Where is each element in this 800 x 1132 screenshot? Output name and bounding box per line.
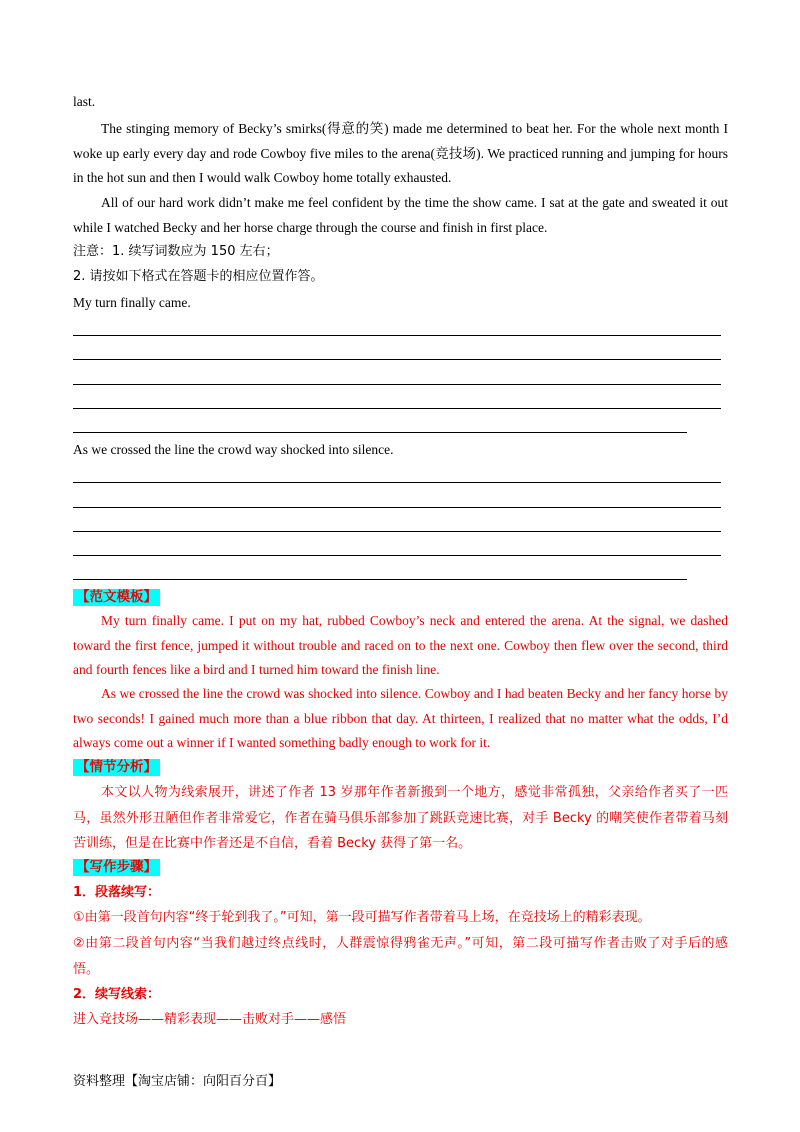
note-word-count: 注意：1. 续写词数应为 150 左右； <box>73 244 279 259</box>
plot-analysis-text: 本文以人物为线索展开，讲述了作者 13 岁那年作者新搬到一个地方，感觉非常孤独，父亲给作者买了一匹马，虽然外形丑陋但作者非常爱它，作者在骑马俱乐部参加了跳跃竞速比赛，对手 Becky 的嘲笑使作者带着马刻苦训练，但是在比赛中作者还是不自信，看着 Becky 获得了第一名。 <box>73 785 728 851</box>
writing-clue: 进入竞技场——精彩表现——击败对手——感悟 <box>73 1012 347 1027</box>
steps-heading-1: 1．段落续写： <box>73 885 161 900</box>
answer-line <box>73 579 687 580</box>
note-format: 2. 请按如下格式在答题卡的相应位置作答。 <box>73 269 324 284</box>
plot-analysis-tag: 【情节分析】 <box>73 759 160 776</box>
step-1-text: ①由第一段首句内容“终于轮到我了。”可知，第一段可描写作者带着马上场，在竞技场上的精彩表现。 <box>73 910 651 925</box>
answer-line <box>73 432 687 433</box>
answer-line <box>73 384 721 385</box>
step-2-text: ②由第二段首句内容“当我们越过终点线时，人群震惊得鸦雀无声。”可知，第二段可描写作者击败了对手后的感悟。 <box>73 936 728 977</box>
story-paragraph-1: The stinging memory of Becky’s smirks(得意的笑) made me determined to beat her. For the whole next month I woke up early every day and rode Cowboy five miles to the arena(竞技场). We practiced running and jumping for hours in the hot sun and then I would walk Cowboy home totally exhausted. <box>73 121 728 186</box>
answer-line <box>73 482 721 483</box>
paragraph-2-prompt: As we crossed the line the crowd way shocked into silence. <box>73 442 394 457</box>
answer-line <box>73 531 721 532</box>
writing-steps-tag: 【写作步骤】 <box>73 859 160 876</box>
story-fragment: last. <box>73 94 96 109</box>
answer-line <box>73 335 721 336</box>
paragraph-1-prompt: My turn finally came. <box>73 295 191 310</box>
answer-line <box>73 408 721 409</box>
model-essay-tag: 【范文模板】 <box>73 589 160 606</box>
model-paragraph-1: My turn finally came. I put on my hat, rubbed Cowboy’s neck and entered the arena. At the signal, we dashed toward the first fence, jumped it without trouble and raced on to the next one. Cowboy then flew over the second, third and fourth fences like a bird and I turned him toward the finish line. <box>73 613 728 678</box>
steps-heading-2: 2．续写线索： <box>73 987 161 1002</box>
page-footer: 资料整理【淘宝店铺：向阳百分百】 <box>73 1074 282 1089</box>
answer-line <box>73 359 721 360</box>
model-paragraph-2: As we crossed the line the crowd was shocked into silence. Cowboy and I had beaten Becky and her fancy horse by two seconds! I gained much more than a blue ribbon that day. At thirteen, I realized that no matter what the odds, I’d always come out a winner if I wanted something badly enough to work for it. <box>73 686 728 751</box>
answer-line <box>73 555 721 556</box>
story-paragraph-2: All of our hard work didn’t make me feel confident by the time the show came. I sat at the gate and sweated it out while I watched Becky and her horse charge through the course and finish in first place. <box>73 195 728 235</box>
answer-line <box>73 507 721 508</box>
